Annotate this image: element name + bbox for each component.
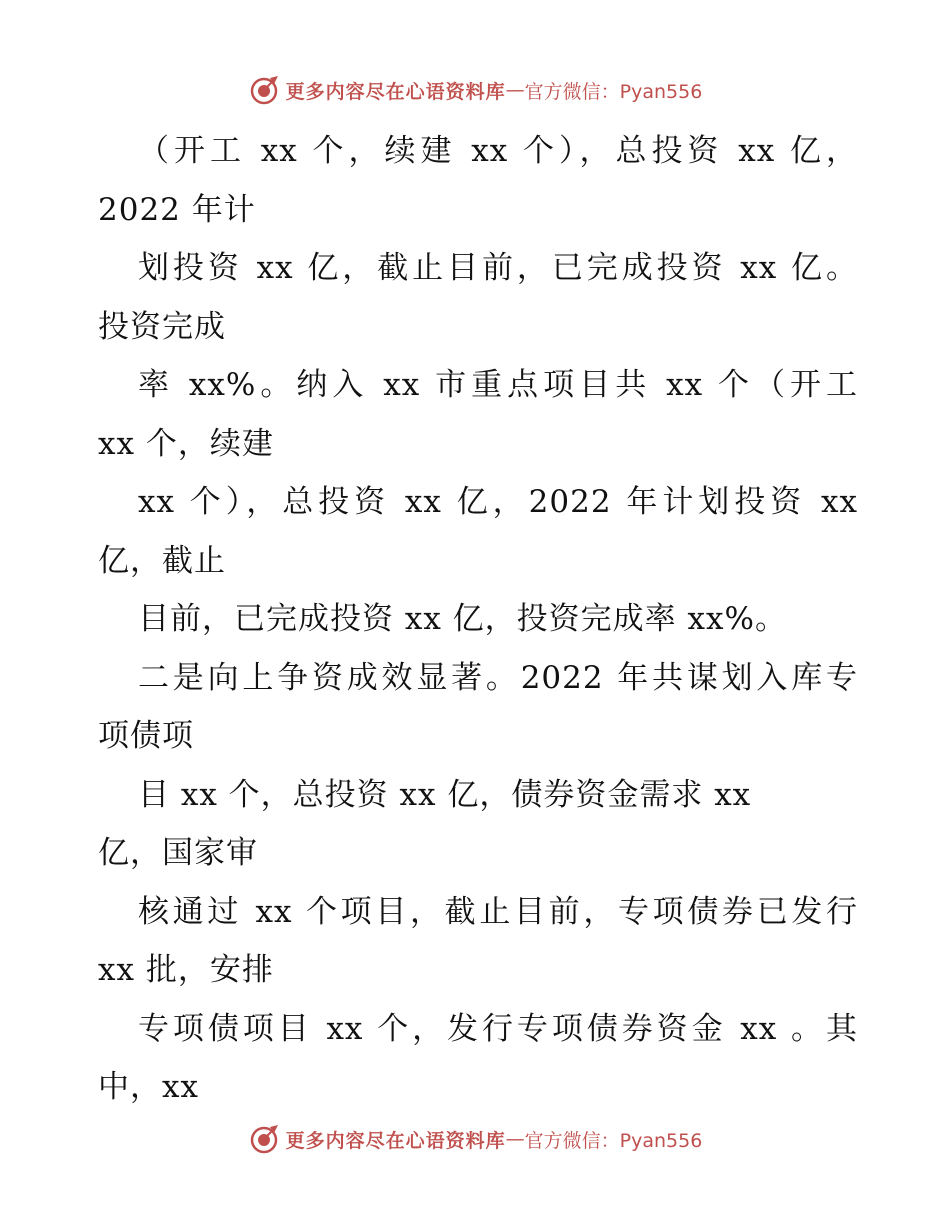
header-banner bbox=[0, 70, 950, 110]
text-line: 划投资 xx 亿，截止目前，已完成投资 xx 亿。 bbox=[138, 250, 858, 286]
banner-dash: — bbox=[505, 79, 525, 101]
quill-seal-icon bbox=[248, 74, 280, 106]
text-line: 目前，已完成投资 xx 亿，投资完成率 xx%。 bbox=[138, 601, 787, 637]
text-line: 项债项 bbox=[98, 718, 194, 754]
text-line: 2022 年计 bbox=[98, 191, 256, 228]
text-line: 目 xx 个，总投资 xx 亿，债券资金需求 xx bbox=[138, 776, 752, 813]
quill-seal-icon bbox=[248, 1123, 280, 1155]
text-line: （开工 xx 个，续建 xx 个），总投资 xx 亿， bbox=[138, 133, 858, 169]
banner-wechat: 官方微信：Pyan556 bbox=[524, 80, 703, 103]
banner-title: 更多内容尽在心语资料库 bbox=[285, 1129, 506, 1152]
text-line: xx 个），总投资 xx 亿，2022 年计划投资 xx bbox=[138, 484, 858, 520]
text-line: 亿，国家审 bbox=[98, 835, 258, 871]
text-line: 亿，截止 bbox=[98, 542, 226, 579]
banner-dash: — bbox=[505, 1128, 525, 1150]
text-line: 率 xx%。纳入 xx 市重点项目共 xx 个（开工 bbox=[138, 367, 858, 403]
document-body bbox=[98, 122, 858, 1117]
text-line: xx 个，续建 bbox=[98, 425, 274, 462]
footer-banner bbox=[0, 1119, 950, 1159]
banner-wechat: 官方微信：Pyan556 bbox=[524, 1129, 703, 1152]
text-line: xx 批，安排 bbox=[98, 952, 274, 988]
text-line: 二是向上争资成效显著。2022 年共谋划入库专 bbox=[138, 659, 858, 696]
text-line: 投资完成 bbox=[98, 308, 226, 345]
banner-title: 更多内容尽在心语资料库 bbox=[285, 80, 506, 103]
text-line: 专项债项目 xx 个，发行专项债券资金 xx 。其 bbox=[138, 1010, 858, 1047]
text-line: 核通过 xx 个项目，截止目前，专项债券已发行 bbox=[138, 893, 858, 930]
text-line: 中，xx bbox=[98, 1069, 199, 1105]
